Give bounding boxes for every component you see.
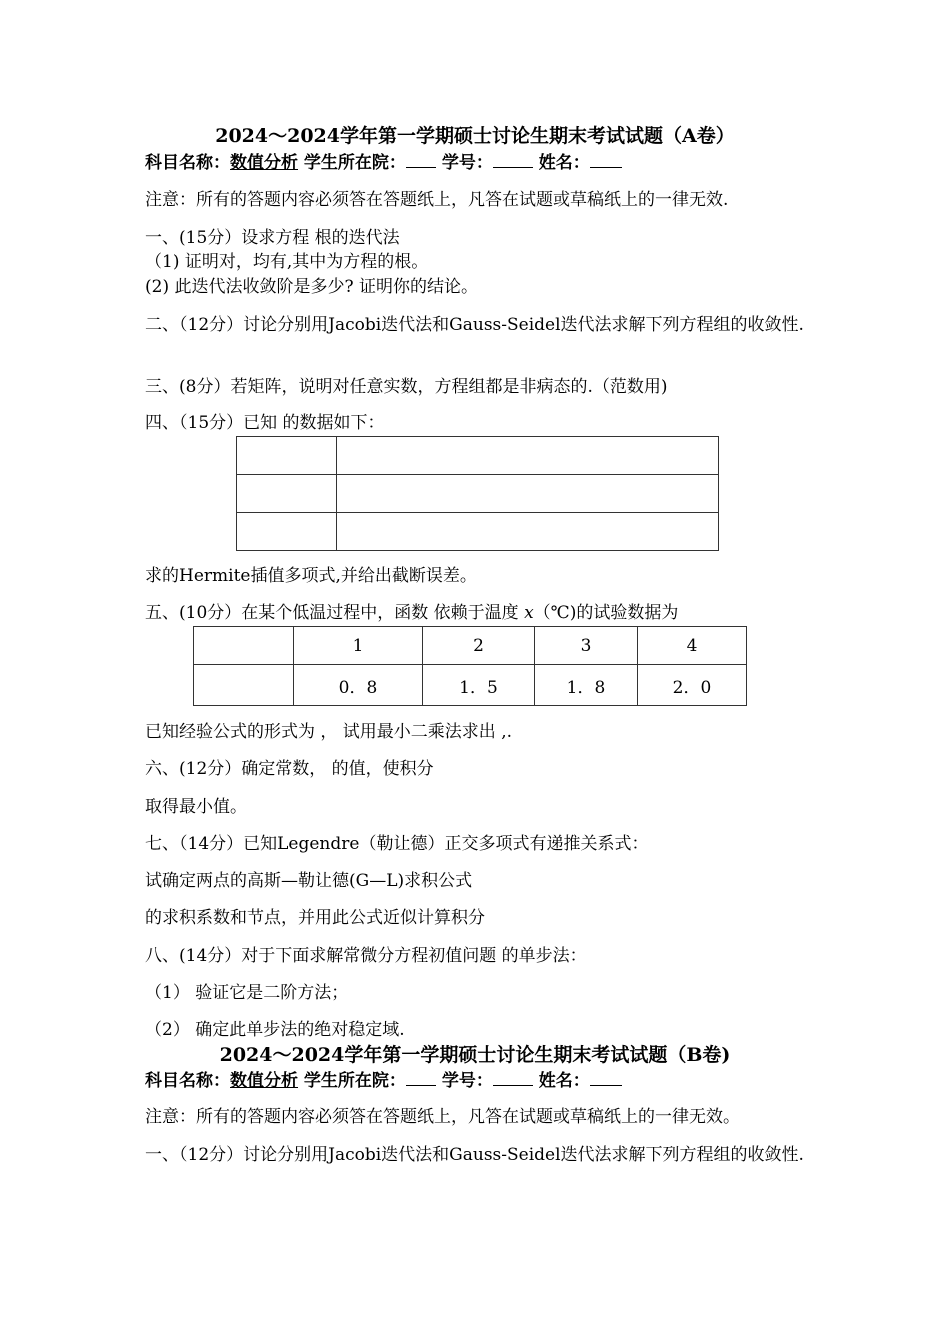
table-cell: 1．8 [535,665,638,706]
q5-text-tail: （℃)的试验数据为 [533,603,679,623]
name-blank [590,1071,622,1086]
table-cell [194,665,294,706]
q4-data-table [236,436,719,551]
table-cell [337,437,719,475]
b-q1-text: 一、（12分）讨论分别用Jacobi迭代法和Gauss-Seidel迭代法求解下列方程组的收敛性. [145,1145,804,1165]
exam-title-b: 2024～2024学年第一学期硕士讨论生期末考试试题（B卷) [219,1044,731,1066]
table-cell [337,475,719,513]
q1-part2: (2) 此迭代法收敛阶是多少? 证明你的结论。 [145,277,479,297]
table-cell [194,627,294,665]
table-cell: 2 [423,627,535,665]
college-blank [406,153,436,168]
subject-value: 数值分析 [230,1071,298,1091]
college-blank [406,1071,436,1086]
q3-text: 三、(8分）若矩阵，说明对任意实数，方程组都是非病态的.（范数用) [145,377,668,397]
student-id-label: 学号： [441,1071,493,1091]
name-label: 姓名： [538,1071,590,1091]
student-id-blank [493,153,533,168]
header-info-a [145,152,622,174]
header-info-b [145,1070,622,1092]
q5-data-table [193,626,747,706]
table-cell: 3 [535,627,638,665]
table-cell [237,475,337,513]
table-cell: 1．5 [423,665,535,706]
subject-label: 科目名称： [145,153,230,173]
table-cell: 2．0 [638,665,747,706]
subject-label: 科目名称： [145,1071,230,1091]
student-id-blank [493,1071,533,1086]
table-cell [337,513,719,551]
q8-text: 八、(14分）对于下面求解常微分方程初值问题 的单步法： [145,946,587,966]
q7-part1: 试确定两点的高斯—勒让德(G—L)求积公式 [145,871,473,891]
q8-part1: （1） 验证它是二阶方法； [145,983,349,1003]
q5-text-main: 五、(10分）在某个低温过程中，函数 依赖于温度 [145,603,525,623]
student-id-label: 学号： [441,153,493,173]
q7-part2: 的求积系数和节点，并用此公式近似计算积分 [145,908,485,928]
q5-text [145,602,678,624]
q4-text: 四、（15分）已知 的数据如下： [145,413,385,433]
table-cell: 4 [638,627,747,665]
q4-task: 求的Hermite插值多项式,并给出截断误差。 [145,566,477,586]
q8-part2: （2） 确定此单步法的绝对稳定域. [145,1020,405,1040]
exam-title-a: 2024～2024学年第一学期硕士讨论生期末考试试题（A卷） [215,125,735,147]
name-blank [590,153,622,168]
notice-a: 注意：所有的答题内容必须答在答题纸上，凡答在试题或草稿纸上的一律无效. [145,190,729,210]
subject-value: 数值分析 [230,153,298,173]
name-label: 姓名： [538,153,590,173]
q2-text: 二、（12分）讨论分别用Jacobi迭代法和Gauss-Seidel迭代法求解下列方程组的收敛性. [145,315,804,335]
table-cell: 1 [294,627,423,665]
q5-variable-x: x [524,603,534,623]
table-cell [237,437,337,475]
q5-task: 已知经验公式的形式为 ， 试用最小二乘法求出 ,. [145,722,513,742]
notice-b: 注意：所有的答题内容必须答在答题纸上，凡答在试题或草稿纸上的一律无效。 [145,1107,740,1127]
q7-text: 七、（14分）已知Legendre（勒让德）正交多项式有递推关系式： [145,834,649,854]
q6-task: 取得最小值。 [145,797,247,817]
table-cell: 0．8 [294,665,423,706]
college-label: 学生所在院： [303,1071,406,1091]
table-cell [237,513,337,551]
q1-part1: （1) 证明对，均有,其中为方程的根。 [145,252,429,272]
q1-text: 一、(15分）设求方程 根的迭代法 [145,228,400,248]
q6-text: 六、(12分）确定常数， 的值，使积分 [145,759,434,779]
college-label: 学生所在院： [303,153,406,173]
